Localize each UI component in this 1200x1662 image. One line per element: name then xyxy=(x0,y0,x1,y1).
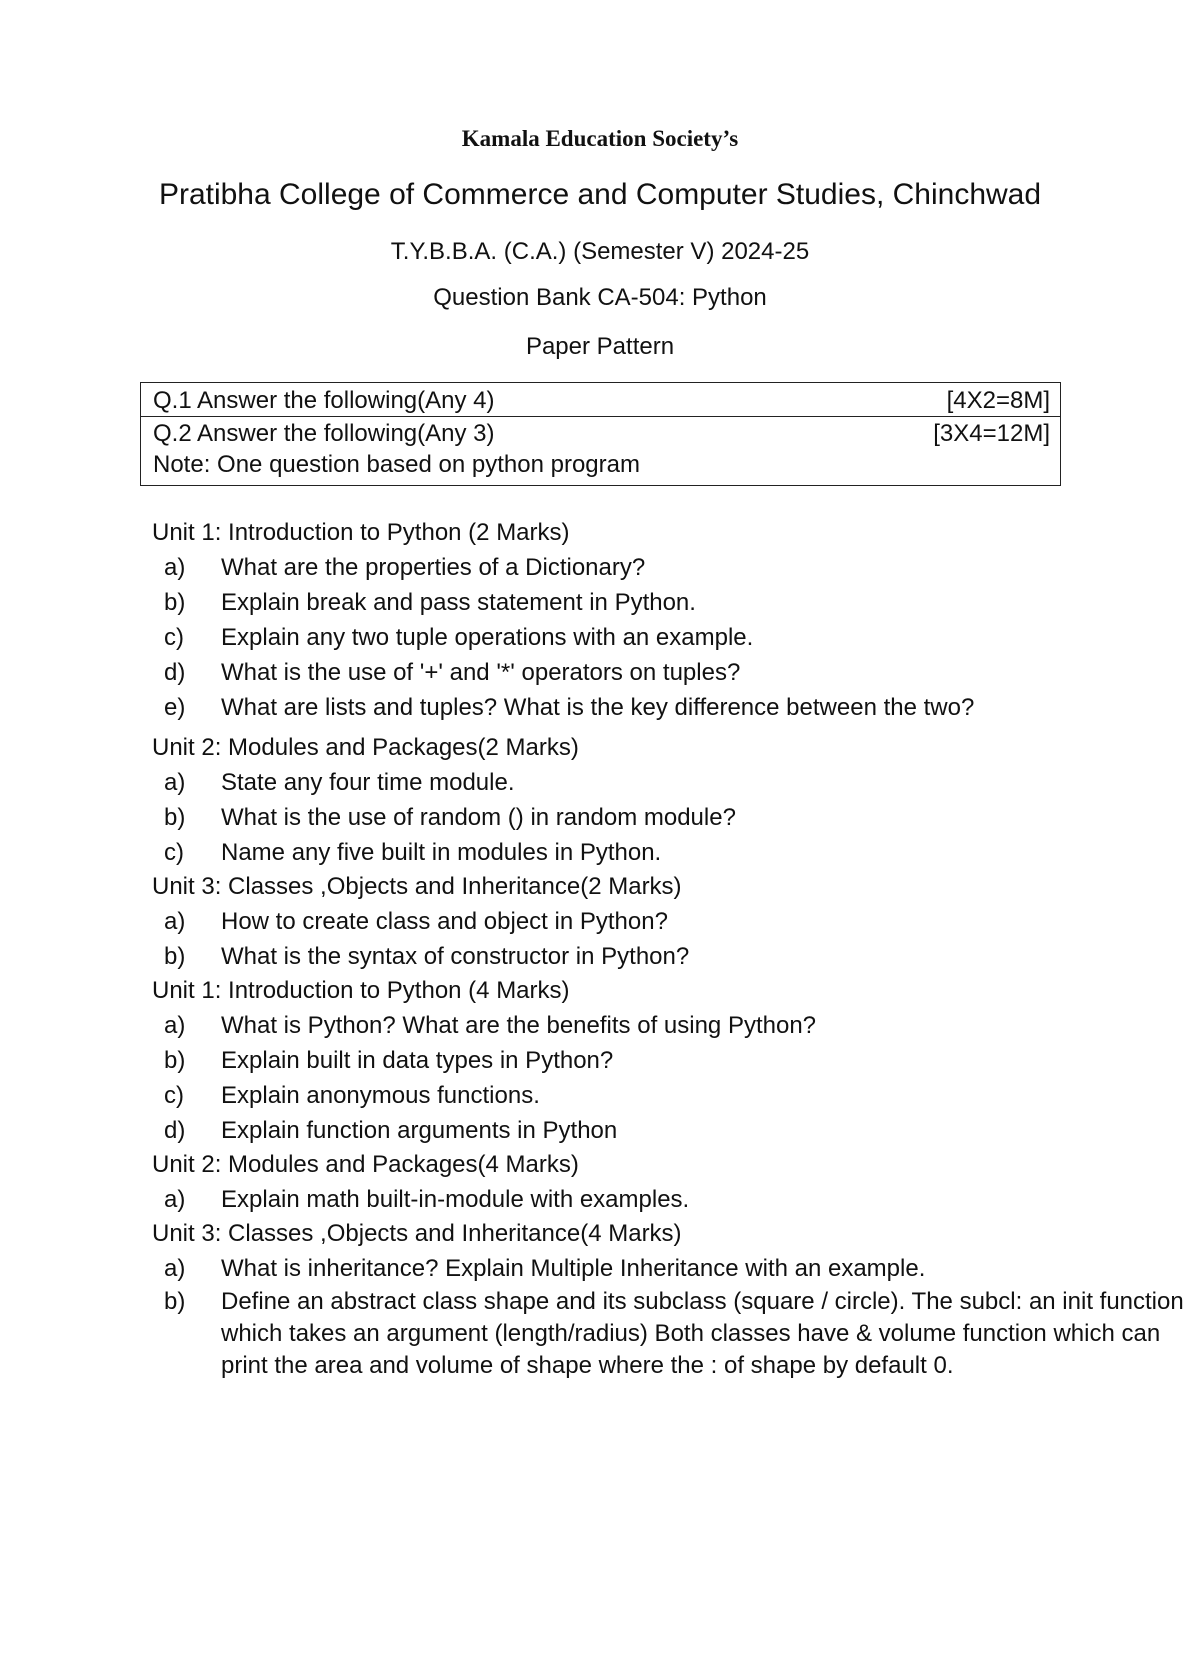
pattern-divider xyxy=(141,416,1060,417)
question-text: Explain anonymous functions. xyxy=(221,1082,540,1109)
question-list xyxy=(152,1182,1200,1217)
question-text: Explain break and pass statement in Python. xyxy=(221,589,696,616)
college-name: Pratibha College of Commerce and Computer Studies, Chinchwad xyxy=(158,178,1042,211)
question-item xyxy=(152,1113,1200,1148)
question-text: Define an abstract class shape and its subclass (square / circle). The subcl: an init function which takes an argument (length/radius) Both classes have & volume function which can print the area and volume of shape where the : of shape by default 0. xyxy=(221,1288,1184,1379)
question-label: a) xyxy=(164,1255,186,1282)
question-label: b) xyxy=(164,589,186,616)
pattern-row-q2 xyxy=(153,420,1050,448)
pattern-q1-marks: [4X2=8M] xyxy=(946,387,1050,414)
question-text: Explain math built-in-module with examples. xyxy=(221,1186,690,1213)
question-item xyxy=(152,1251,1200,1286)
question-text: What is the use of random () in random module? xyxy=(221,804,736,831)
question-text: What is Python? What are the benefits of using Python? xyxy=(221,1012,817,1039)
pattern-note: Note: One question based on python program xyxy=(153,451,640,478)
question-label: e) xyxy=(164,694,186,721)
question-text: What are lists and tuples? What is the key difference between the two? xyxy=(221,694,975,721)
question-label: d) xyxy=(164,659,186,686)
question-item xyxy=(152,800,1200,835)
question-text: How to create class and object in Python? xyxy=(221,908,668,935)
question-label: d) xyxy=(164,1117,186,1144)
question-bank-title: Question Bank CA-504: Python xyxy=(433,284,767,311)
question-label: b) xyxy=(164,804,186,831)
question-text: What is inheritance? Explain Multiple Inheritance with an example. xyxy=(221,1255,926,1282)
unit-heading: Unit 2: Modules and Packages(2 Marks) xyxy=(152,734,579,761)
question-list xyxy=(152,1251,1200,1382)
unit-heading: Unit 3: Classes ,Objects and Inheritance(4 Marks) xyxy=(152,1220,682,1247)
question-label: c) xyxy=(164,624,184,651)
question-list xyxy=(152,904,1200,974)
question-label: b) xyxy=(164,943,186,970)
units-content xyxy=(152,516,1200,1382)
question-text: What are the properties of a Dictionary? xyxy=(221,554,646,581)
question-item xyxy=(152,835,1200,870)
pattern-q1-text: Q.1 Answer the following(Any 4) xyxy=(153,387,495,414)
question-item xyxy=(152,655,1200,690)
unit-heading: Unit 1: Introduction to Python (4 Marks) xyxy=(152,977,570,1004)
unit-heading: Unit 1: Introduction to Python (2 Marks) xyxy=(152,519,570,546)
question-label: c) xyxy=(164,1082,184,1109)
question-item xyxy=(152,1182,1200,1217)
question-label: c) xyxy=(164,839,184,866)
unit-heading: Unit 2: Modules and Packages(4 Marks) xyxy=(152,1151,579,1178)
question-item xyxy=(152,585,1200,620)
question-item xyxy=(152,1008,1200,1043)
society-name: Kamala Education Society’s xyxy=(461,126,739,151)
pattern-q2-text: Q.2 Answer the following(Any 3) xyxy=(153,420,495,447)
question-text: What is the use of '+' and '*' operators on tuples? xyxy=(221,659,741,686)
question-label: b) xyxy=(164,1047,186,1074)
question-item xyxy=(152,550,1200,585)
question-text: Explain any two tuple operations with an example. xyxy=(221,624,754,651)
unit-heading: Unit 3: Classes ,Objects and Inheritance(2 Marks) xyxy=(152,873,682,900)
pattern-row-q1 xyxy=(153,387,1050,415)
question-label: a) xyxy=(164,908,186,935)
question-label: a) xyxy=(164,1186,186,1213)
question-list xyxy=(152,550,1200,725)
question-item xyxy=(152,939,1200,974)
question-text: State any four time module. xyxy=(221,769,515,796)
question-item xyxy=(152,904,1200,939)
course-title: T.Y.B.B.A. (C.A.) (Semester V) 2024-25 xyxy=(390,238,810,265)
question-label: a) xyxy=(164,554,186,581)
question-list xyxy=(152,1008,1200,1148)
question-item xyxy=(152,1043,1200,1078)
question-item xyxy=(152,1286,1189,1382)
question-item xyxy=(152,765,1200,800)
question-item xyxy=(152,1078,1200,1113)
pattern-q2-marks: [3X4=12M] xyxy=(933,420,1050,447)
paper-pattern-table xyxy=(140,382,1061,486)
question-label: b) xyxy=(164,1288,186,1315)
question-label: a) xyxy=(164,769,186,796)
question-item xyxy=(152,690,1200,725)
question-item xyxy=(152,620,1200,655)
paper-pattern-heading: Paper Pattern xyxy=(525,333,675,360)
question-text: Explain function arguments in Python xyxy=(221,1117,618,1144)
question-text: Name any five built in modules in Python. xyxy=(221,839,662,866)
question-label: a) xyxy=(164,1012,186,1039)
question-text: Explain built in data types in Python? xyxy=(221,1047,614,1074)
question-text: What is the syntax of constructor in Python? xyxy=(221,943,690,970)
question-list xyxy=(152,765,1200,870)
